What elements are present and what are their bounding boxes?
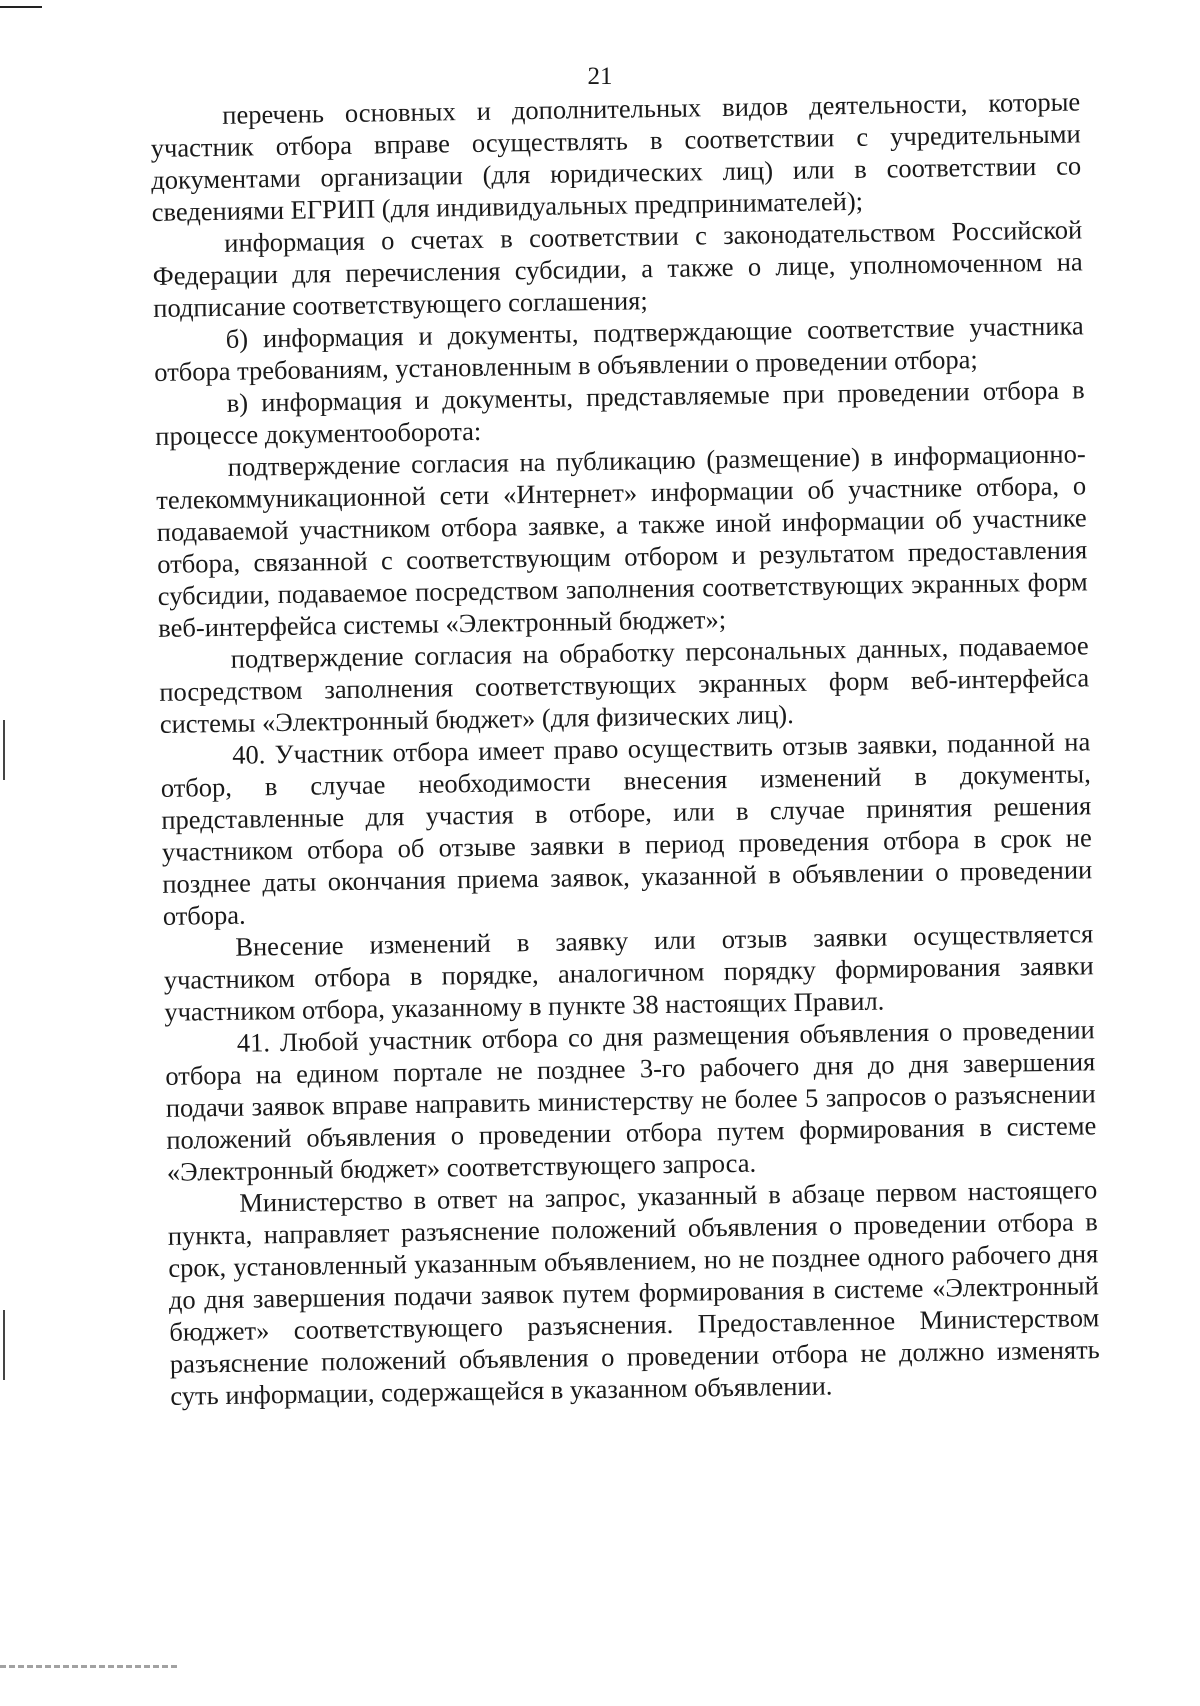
scan-edge-mark [3,720,5,780]
scan-edge-mark [0,1665,180,1668]
paragraph: в) информация и документы, представляемые при проведении отбора в процессе документооборота: [155,374,1085,451]
paragraph: 41. Любой участник отбора со дня размещения объявления о проведении отбора на едином портале не позднее 3-го рабочего дня до дня завершения подачи заявок вправе направить министерству не более 5 запросов о разъяснении положений объявления о проведении отбора путем формирования в системе «Электронный бюджет» соответствующего запроса. [165,1014,1097,1187]
paragraph: информация о счетах в соответствии с законодательством Российской Федерации для перечисления субсидии, а также о лице, уполномоченном на подписание соответствующего соглашения; [152,214,1083,323]
paragraph: б) информация и документы, подтверждающие соответствие участника отбора требованиям, установленным в объявлении о проведении отбора; [154,310,1084,387]
paragraph: подтверждение согласия на обработку персональных данных, подаваемое посредством заполнения соответствующих экранных форм веб-интерфейса системы «Электронный бюджет» (для физических лиц). [159,630,1090,739]
document-body [150,85,1100,1411]
paragraph: подтверждение согласия на публикацию (размещение) в информационно-телекоммуникационной сети «Интернет» информации об участнике отбора, о подаваемой участником отбора заявке, а также иной информации об участнике отбора, связанной с соответствующим отбором и результатом предоставления субсидии, подаваемое посредством заполнения соответствующих экранных форм веб-интерфейса системы «Электронный бюджет»; [156,438,1088,643]
paragraph: Внесение изменений в заявку или отзыв заявки осуществляется участником отбора в порядке, аналогичном порядку формирования заявки участником отбора, указанному в пункте 38 настоящих Правил. [163,918,1094,1027]
paragraph: Министерство в ответ на запрос, указанный в абзаце первом настоящего пункта, направляет разъяснение положений объявления о проведении отбора в срок, установленный указанным объявлением, но не позднее одного рабочего дня до дня завершения подачи заявок путем формирования в системе «Электронный бюджет» соответствующего разъяснения. Предоставленное Министерством разъяснение положений объявления о проведении отбора не должно изменять суть информации, содержащейся в указанном объявлении. [167,1174,1100,1411]
scan-edge-mark [3,1310,5,1380]
paragraph: перечень основных и дополнительных видов деятельности, которые участник отбора вправе осуществлять в соответствии с учредительными документами организации (для юридических лиц) или в соответствии со сведениями ЕГРИП (для индивидуальных предпринимателей); [150,86,1082,227]
page-number: 21 [587,63,613,90]
scan-edge-mark [0,6,42,8]
paragraph: 40. Участник отбора имеет право осуществить отзыв заявки, поданной на отбор, в случае необходимости внесения изменений в документы, представленные для участия в отборе, или в случае принятия решения участником отбора об отзыве заявки в период проведения отбора в срок не позднее даты окончания приема заявок, указанной в объявлении о проведении отбора. [160,726,1093,931]
